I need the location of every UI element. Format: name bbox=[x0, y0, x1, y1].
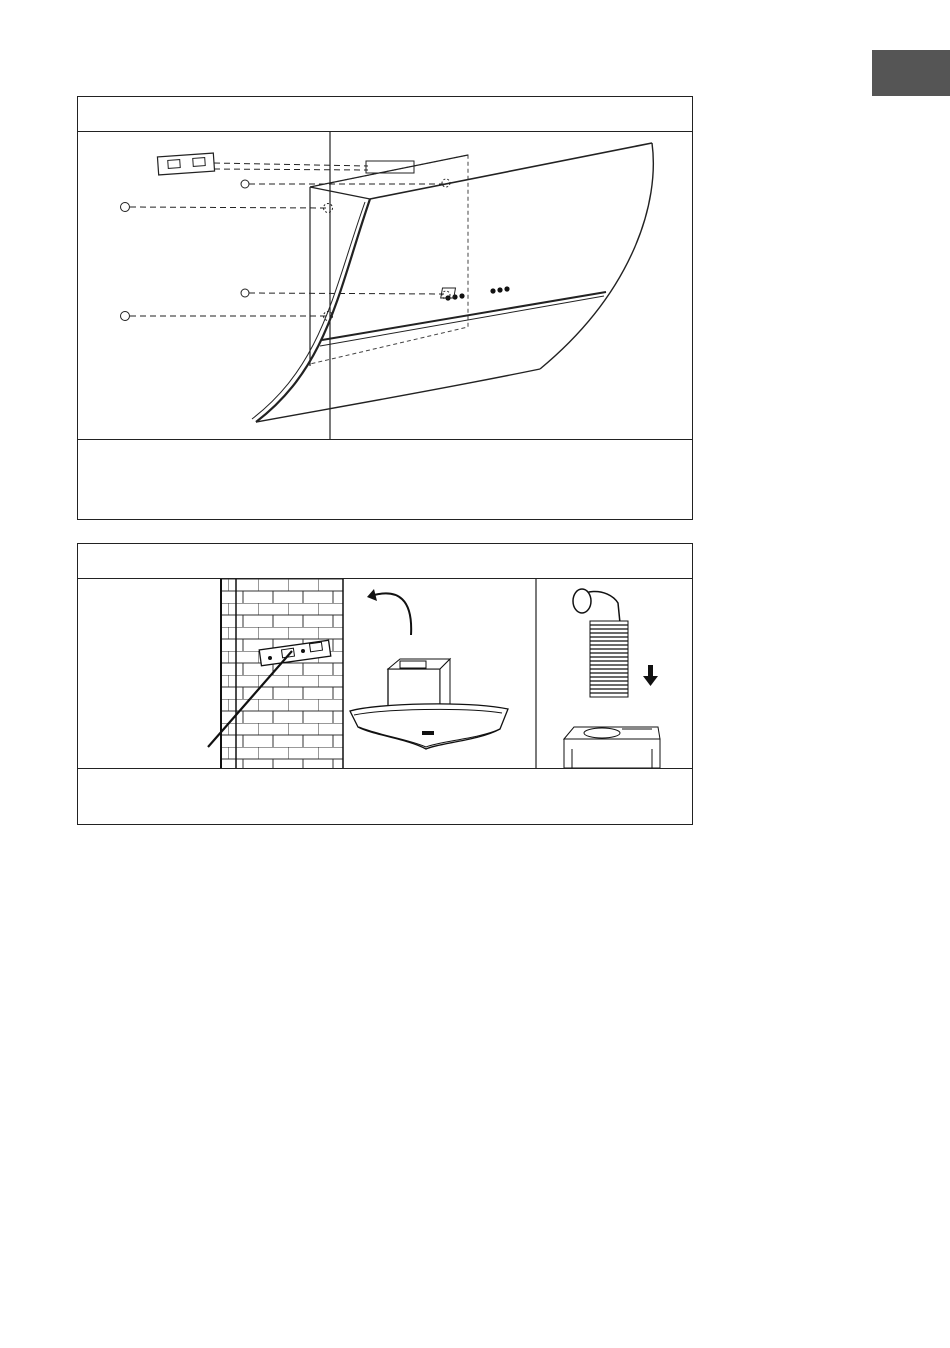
bracket-hood-duct-figure bbox=[78, 579, 692, 768]
step-1-caption bbox=[78, 439, 692, 520]
hood-mounting-figure bbox=[78, 132, 692, 439]
step-2-panel bbox=[77, 543, 693, 825]
rotate-arrow-icon bbox=[374, 593, 411, 635]
hood-mounting-illustration bbox=[78, 132, 692, 439]
brick-wall bbox=[221, 579, 343, 768]
bracket-hood-duct-illustration bbox=[78, 579, 692, 768]
language-tab bbox=[872, 50, 950, 96]
hood-illustration bbox=[350, 659, 508, 749]
step-1-panel bbox=[77, 96, 693, 520]
step-2-heading bbox=[78, 544, 692, 579]
down-arrow-icon bbox=[643, 665, 658, 686]
flexible-duct bbox=[573, 589, 628, 697]
step-1-heading bbox=[78, 97, 692, 132]
step-2-caption bbox=[78, 768, 692, 825]
motor-housing bbox=[564, 727, 660, 768]
